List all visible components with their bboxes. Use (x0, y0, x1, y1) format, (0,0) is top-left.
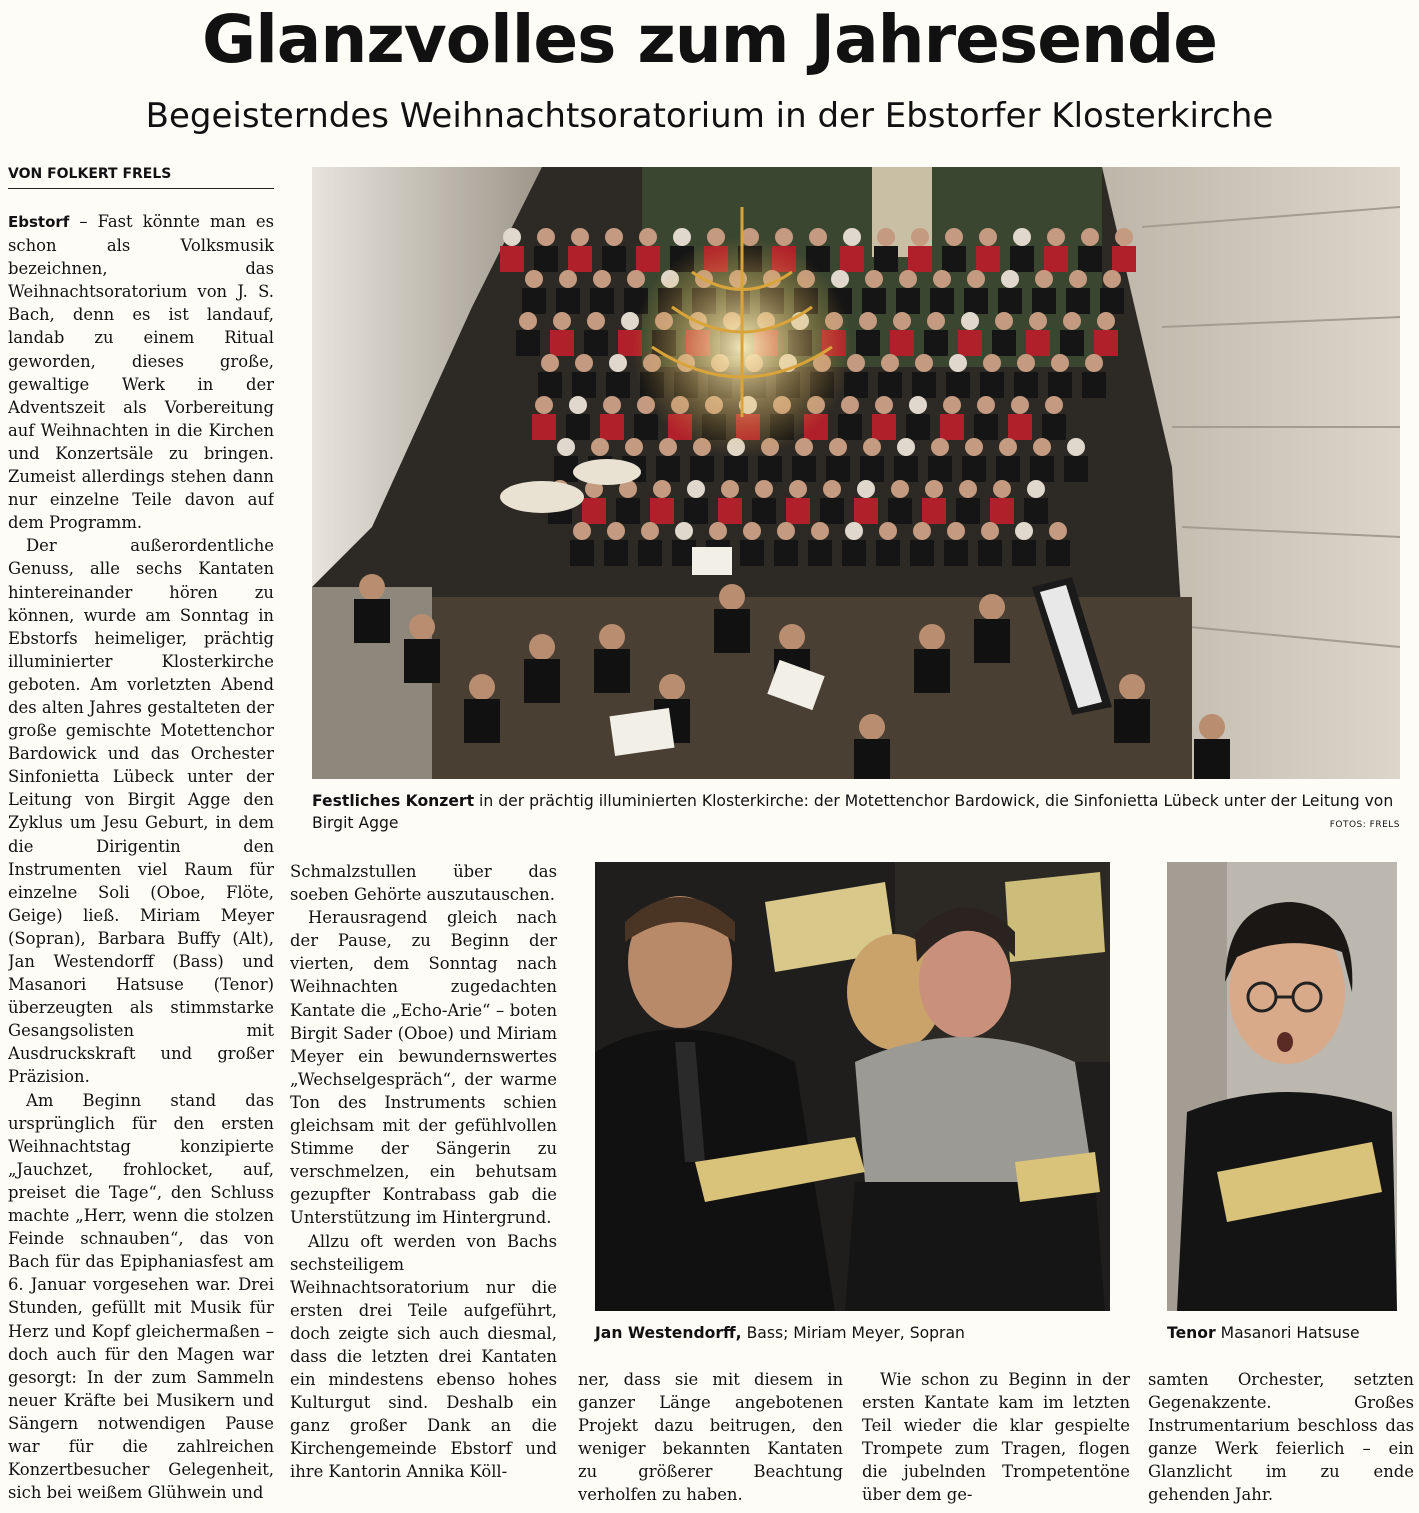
concert-photo (312, 167, 1400, 779)
subhead: Begeisterndes Weihnachtsoratorium in der Ebstorfer Klosterkirche (145, 96, 1274, 136)
headline: Glanzvolles zum Jahresende (202, 1, 1217, 78)
article-paragraph: Schmalzstullen über das soeben Gehörte auszutauschen. (290, 862, 557, 905)
tenor-photo (1167, 862, 1397, 1311)
article-paragraph: Wie schon zu Beginn in der ersten Kantate kam im letzten Teil wieder die klar gespielte Trompete zum Tragen, flogen die jubelnden Trompetentöne über dem ge- (862, 1370, 1130, 1505)
caption-lead: Jan Westendorff, (595, 1324, 742, 1342)
duo-photo-caption: Jan Westendorff, Bass; Miriam Meyer, Sopran (595, 1324, 965, 1342)
article-column-5 (1148, 1368, 1414, 1510)
article-paragraph: Herausragend gleich nach der Pause, zu Beginn der vierten, dem Sonntag nach Weihnachten zugedachten Kantate die „Echo-Arie“ – boten Birgit Sader (Oboe) und Miriam Meyer ein bewundernswertes „Wechselgespräch“, der warme Ton des Instruments schien gleichsam mit der gefühlvollen Stimme der Sängerin zu verschmelzen, ein behutsam gezupfter Kontrabass gab die Unterstützung im Hintergrund. (290, 908, 557, 1228)
concert-photo-illustration (312, 167, 1400, 779)
article-paragraph: Der außerordentliche Genuss, alle sechs Kantaten hintereinander hören zu können, wurde am Sonntag in Ebstorfs heimeliger, prächtig illuminierter Klosterkirche geboten. Am vorletzten Abend des alten Jahres gestalteten der große gemischte Motettenchor Bardowick und das Orchester Sinfonietta Lübeck unter der Leitung von Birgit Agge den Zyklus um Jesu Geburt, in dem die Dirigentin den Instrumenten viel Raum für einzelne Soli (Oboe, Flöte, Geige) ließ. Miriam Meyer (Sopran), Barbara Buffy (Alt), Jan Westendorff (Bass) und Masanori Hatsuse (Tenor) überzeugten als stimmstarke Gesangsolisten mit Ausdruckskraft und großer Präzision. (8, 536, 274, 1087)
caption-lead: Tenor (1167, 1324, 1216, 1342)
byline: VON FOLKERT FRELS (8, 162, 274, 189)
article-column-3 (578, 1368, 843, 1510)
photo-credit: FOTOS: FRELS (1329, 820, 1400, 830)
main-photo-caption: Festliches Konzert in der prächtig illuminierten Klosterkirche: der Motettenchor Bardowick, die Sinfonietta Lübeck unter der Leitung von Birgit Agge (312, 792, 1394, 832)
soloists-photo (595, 862, 1110, 1311)
article-column-4 (862, 1368, 1130, 1510)
dateline: Ebstorf (8, 213, 70, 231)
article-paragraph: ner, dass sie mit diesem in ganzer Länge angebotenen Projekt dazu beitrugen, den weniger bekannten Kantaten zu größerer Beachtung verholfen zu haben. (578, 1370, 843, 1505)
article-column-1 (8, 210, 274, 1510)
caption-lead: Festliches Konzert (312, 792, 475, 810)
article-paragraph: Am Beginn stand das ursprünglich für den ersten Weihnachtstag konzipierte „Jauchzet, frohlocket, auf, preiset die Tage“, den Schluss machte „Herr, wenn die stolzen Feinde schnauben“, das von Bach für das Epiphaniasfest am 6. Januar vorgesehen war. Drei Stunden, gefüllt mit Musik für Herz und Kopf gleichermaßen – doch auch für den Magen war gesorgt: In der zum Sammeln neuer Kräfte bei Musikern und Sängern notwendigen Pause war für die zahlreichen Konzertbesucher Gelegenheit, sich bei weißem Glühwein und (8, 1090, 274, 1503)
soloists-photo-illustration (595, 862, 1110, 1311)
article-paragraph: Ebstorf – Fast könnte man es schon als Volksmusik bezeichnen, das Weihnachtsoratorium von J. S. Bach, denn es ist landauf, landab zu einem Ritual geworden, dieses große, gewaltige Werk in der Adventszeit als Vorbereitung auf Weihnachten in die Kirchen und Konzertsäle zu bringen. Zumeist allerdings stehen dann nur einzelne Teile davon auf dem Programm. (8, 212, 274, 533)
article-paragraph: Allzu oft werden von Bachs sechsteiligem Weihnachtsoratorium nur die ersten drei Teile aufgeführt, doch zeigte sich auch diesmal, dass die letzten drei Kantaten ein mindestens ebenso hohes Kulturgut sind. Deshalb ein ganz großer Dank an die Kirchengemeinde Ebstorf und ihre Kantorin Annika Köll- (290, 1231, 557, 1482)
tenor-photo-illustration (1167, 862, 1397, 1311)
article-column-2 (290, 860, 557, 1510)
tenor-photo-caption: Tenor Masanori Hatsuse (1167, 1324, 1360, 1342)
article-paragraph: samten Orchester, setzten Gegenakzente. Großes Instrumentarium beschloss das ganze Werk feierlich – ein Glanzlicht im zu ende gehenden Jahr. (1148, 1370, 1414, 1505)
